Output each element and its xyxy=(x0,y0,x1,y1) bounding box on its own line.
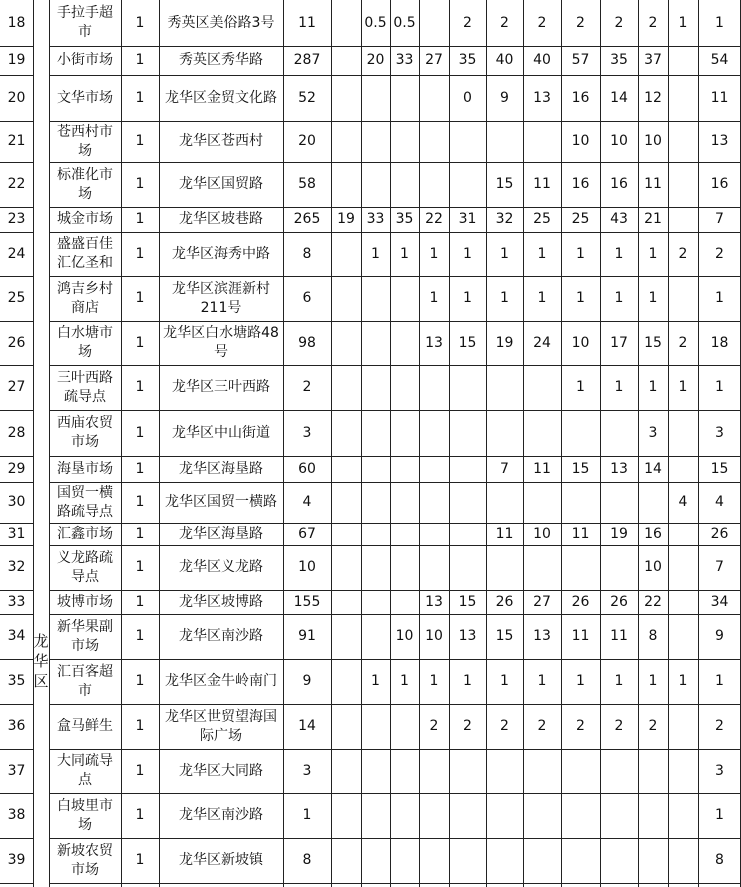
row-number: 21 xyxy=(7,133,26,149)
period-value: 1 xyxy=(576,673,585,689)
period-value: 15 xyxy=(571,460,590,477)
period-value: 13 xyxy=(533,89,551,106)
grid-line xyxy=(331,0,332,887)
period-value: 10 xyxy=(571,334,590,351)
grid-line xyxy=(0,523,34,524)
period-value: 2 xyxy=(648,718,658,734)
market-name: 新坡农贸市场 xyxy=(57,842,113,878)
period-value: 15 xyxy=(458,593,477,610)
row-number: 18 xyxy=(7,14,26,31)
period-value: 10 xyxy=(533,525,551,542)
period-value: 26 xyxy=(710,525,729,542)
row-number: 20 xyxy=(7,89,26,106)
period-value: 1 xyxy=(715,14,724,31)
period-value: 10 xyxy=(425,628,443,644)
market-address: 龙华区白水塘路48号 xyxy=(163,325,279,360)
market-address: 龙华区滨涯新村211号 xyxy=(172,280,270,316)
period-value: 2 xyxy=(614,718,624,734)
period-value: 35 xyxy=(458,52,477,68)
period-value: 7 xyxy=(715,211,724,227)
grid-line xyxy=(419,0,420,887)
grid-line xyxy=(0,75,34,76)
period-value: 1 xyxy=(648,245,658,262)
grid-line xyxy=(0,232,34,233)
market-name: 苍西村市场 xyxy=(57,123,113,159)
market-count: 1 xyxy=(135,460,145,477)
period-value: 11 xyxy=(533,460,551,477)
total-value: 91 xyxy=(298,628,316,644)
market-count: 1 xyxy=(135,628,145,644)
row-number: 25 xyxy=(7,290,26,306)
total-value: 98 xyxy=(298,334,316,351)
total-value: 155 xyxy=(293,593,321,610)
row-number: 39 xyxy=(7,852,26,868)
period-value: 1 xyxy=(537,290,547,306)
period-value: 13 xyxy=(458,628,477,644)
grid-line xyxy=(0,482,34,483)
market-count: 1 xyxy=(135,89,145,106)
period-value: 1 xyxy=(500,290,509,306)
market-address: 龙华区义龙路 xyxy=(179,559,263,575)
grid-line xyxy=(698,0,699,887)
period-value: 13 xyxy=(533,628,551,644)
period-value: 1 xyxy=(429,673,439,689)
period-value: 16 xyxy=(710,176,729,192)
period-value: 1 xyxy=(371,673,380,689)
market-name: 白水塘市场 xyxy=(57,325,113,360)
period-value: 15 xyxy=(710,460,729,477)
period-value: 2 xyxy=(678,245,688,262)
row-number: 37 xyxy=(7,762,26,779)
total-value: 52 xyxy=(298,89,316,106)
grid-line xyxy=(0,659,34,660)
market-address: 龙华区新坡镇 xyxy=(179,852,263,868)
grid-line xyxy=(159,0,160,887)
grid-line xyxy=(0,321,34,322)
total-value: 60 xyxy=(298,460,316,477)
market-address: 龙华区中山街道 xyxy=(172,424,270,441)
period-value: 19 xyxy=(495,334,514,351)
period-value: 1 xyxy=(678,14,688,31)
grid-line xyxy=(0,704,34,705)
period-value: 1 xyxy=(537,673,547,689)
market-count: 1 xyxy=(135,14,145,31)
total-value: 287 xyxy=(293,52,321,68)
grid-line xyxy=(0,793,34,794)
period-value: 34 xyxy=(710,593,729,610)
grid-line xyxy=(33,0,34,887)
row-number: 34 xyxy=(7,628,26,644)
market-name: 海垦市场 xyxy=(57,460,113,477)
period-value: 0.5 xyxy=(364,14,387,31)
period-value: 0.5 xyxy=(393,14,416,31)
market-name: 白坡里市场 xyxy=(57,797,113,833)
period-value: 15 xyxy=(644,334,662,351)
market-name: 新华果副市场 xyxy=(57,618,113,654)
period-value: 15 xyxy=(458,334,477,351)
period-value: 33 xyxy=(366,211,385,227)
row-number: 29 xyxy=(7,460,26,477)
period-value: 32 xyxy=(495,211,514,227)
grid-line xyxy=(0,46,34,47)
total-value: 2 xyxy=(302,379,312,395)
period-value: 1 xyxy=(678,673,688,689)
market-name: 手拉手超市 xyxy=(57,5,113,40)
period-value: 1 xyxy=(715,673,724,689)
market-name: 义龙路疏导点 xyxy=(57,549,113,585)
market-address: 龙华区坡博路 xyxy=(179,593,263,610)
market-address: 龙华区海垦路 xyxy=(179,460,263,477)
period-value: 1 xyxy=(576,245,585,262)
market-count: 1 xyxy=(135,176,145,192)
period-value: 16 xyxy=(571,176,590,192)
period-value: 15 xyxy=(495,176,514,192)
period-value: 16 xyxy=(644,525,662,542)
market-name: 盒马鲜生 xyxy=(57,718,113,734)
period-value: 1 xyxy=(500,245,509,262)
period-value: 31 xyxy=(458,211,477,227)
period-value: 11 xyxy=(571,628,590,644)
period-value: 26 xyxy=(571,593,590,610)
market-address: 龙华区苍西村 xyxy=(179,133,263,149)
period-value: 2 xyxy=(614,14,624,31)
row-number: 22 xyxy=(7,176,26,192)
period-value: 8 xyxy=(648,628,658,644)
market-count: 1 xyxy=(135,494,145,510)
period-value: 1 xyxy=(715,290,724,306)
period-value: 2 xyxy=(537,718,547,734)
period-value: 22 xyxy=(644,593,662,610)
market-count: 1 xyxy=(135,525,145,542)
row-number: 19 xyxy=(7,52,26,68)
market-count: 1 xyxy=(135,52,145,68)
total-value: 11 xyxy=(298,14,316,31)
grid-line xyxy=(561,0,562,887)
period-value: 57 xyxy=(571,52,590,68)
period-value: 10 xyxy=(395,628,414,644)
period-value: 43 xyxy=(610,211,628,227)
market-count: 1 xyxy=(135,133,145,149)
period-value: 1 xyxy=(648,290,658,306)
market-count: 1 xyxy=(135,559,145,575)
period-value: 2 xyxy=(576,14,585,31)
period-value: 19 xyxy=(337,211,355,227)
period-value: 16 xyxy=(571,89,590,106)
total-value: 8 xyxy=(302,852,312,868)
period-value: 35 xyxy=(610,52,628,68)
grid-line xyxy=(0,838,34,839)
market-name: 小街市场 xyxy=(57,52,113,68)
grid-line xyxy=(0,749,34,750)
grid-line xyxy=(449,0,450,887)
period-value: 2 xyxy=(715,718,724,734)
period-value: 25 xyxy=(533,211,551,227)
period-value: 33 xyxy=(395,52,414,68)
period-value: 11 xyxy=(533,176,551,192)
grid-line xyxy=(523,0,524,887)
market-count: 1 xyxy=(135,334,145,351)
total-value: 58 xyxy=(298,176,316,192)
period-value: 11 xyxy=(710,89,729,106)
market-count: 1 xyxy=(135,852,145,868)
market-count: 1 xyxy=(135,379,145,395)
period-value: 11 xyxy=(495,525,514,542)
total-value: 3 xyxy=(302,424,312,441)
row-number: 28 xyxy=(7,424,26,441)
period-value: 2 xyxy=(715,245,724,262)
total-value: 10 xyxy=(298,559,316,575)
period-value: 3 xyxy=(715,762,724,779)
market-address: 龙华区世贸望海国际广场 xyxy=(165,708,277,744)
market-name: 大同疏导点 xyxy=(57,753,113,788)
market-count: 1 xyxy=(135,211,145,227)
market-count: 1 xyxy=(135,245,145,262)
market-name: 三叶西路疏导点 xyxy=(57,369,113,405)
period-value: 40 xyxy=(495,52,514,68)
period-value: 1 xyxy=(648,379,658,395)
market-name: 国贸一横路疏导点 xyxy=(57,484,113,520)
row-number: 38 xyxy=(7,807,26,823)
market-name: 西庙农贸市场 xyxy=(57,415,113,450)
period-value: 26 xyxy=(495,593,514,610)
market-address: 龙华区坡巷路 xyxy=(179,211,263,227)
total-value: 3 xyxy=(302,762,312,779)
period-value: 13 xyxy=(610,460,628,477)
market-address: 龙华区海垦路 xyxy=(179,525,263,542)
period-value: 11 xyxy=(644,176,662,192)
period-value: 2 xyxy=(500,14,509,31)
grid-line xyxy=(361,0,362,887)
period-value: 1 xyxy=(429,290,439,306)
market-count: 1 xyxy=(135,424,145,441)
period-value: 25 xyxy=(571,211,590,227)
period-value: 35 xyxy=(395,211,414,227)
market-name: 文华市场 xyxy=(57,89,113,106)
grid-line xyxy=(0,614,34,615)
market-address: 龙华区金贸文化路 xyxy=(165,89,277,106)
market-address: 龙华区金牛岭南门 xyxy=(165,673,277,689)
row-number: 35 xyxy=(7,673,26,689)
market-address: 龙华区南沙路 xyxy=(179,628,263,644)
period-value: 11 xyxy=(610,628,628,644)
period-value: 10 xyxy=(644,133,662,149)
total-value: 20 xyxy=(298,133,316,149)
grid-line xyxy=(0,121,34,122)
market-name: 坡博市场 xyxy=(57,593,113,610)
period-value: 13 xyxy=(425,593,443,610)
period-value: 2 xyxy=(463,14,472,31)
period-value: 1 xyxy=(400,245,409,262)
grid-line xyxy=(0,883,34,884)
period-value: 1 xyxy=(678,379,688,395)
row-number: 23 xyxy=(7,211,26,227)
period-value: 1 xyxy=(463,673,472,689)
period-value: 2 xyxy=(463,718,472,734)
market-address: 龙华区南沙路 xyxy=(179,807,263,823)
grid-line xyxy=(121,0,122,887)
period-value: 19 xyxy=(610,525,628,542)
period-value: 2 xyxy=(537,14,547,31)
grid-line xyxy=(0,590,34,591)
grid-line xyxy=(283,0,284,887)
period-value: 16 xyxy=(610,176,628,192)
grid-line xyxy=(638,0,639,887)
period-value: 1 xyxy=(463,245,472,262)
market-name: 盛盛百佳汇亿圣和 xyxy=(57,236,113,271)
market-address: 龙华区三叶西路 xyxy=(172,379,270,395)
period-value: 9 xyxy=(500,89,509,106)
grid-line xyxy=(486,0,487,887)
district-label: 龙 华 区 xyxy=(33,632,49,690)
period-value: 10 xyxy=(644,559,662,575)
period-value: 2 xyxy=(429,718,439,734)
market-address: 龙华区国贸路 xyxy=(179,176,263,192)
market-name: 城金市场 xyxy=(57,211,113,227)
period-value: 7 xyxy=(500,460,509,477)
period-value: 0 xyxy=(463,89,472,106)
market-count: 1 xyxy=(135,807,145,823)
total-value: 14 xyxy=(298,718,316,734)
period-value: 1 xyxy=(429,245,439,262)
period-value: 1 xyxy=(614,673,624,689)
row-number: 32 xyxy=(7,559,26,575)
market-count: 1 xyxy=(135,593,145,610)
grid-line xyxy=(0,365,34,366)
period-value: 1 xyxy=(614,290,624,306)
period-value: 2 xyxy=(500,718,509,734)
total-value: 265 xyxy=(293,211,321,227)
market-address: 龙华区大同路 xyxy=(179,762,263,779)
period-value: 20 xyxy=(366,52,385,68)
total-value: 67 xyxy=(298,525,316,542)
market-count: 1 xyxy=(135,762,145,779)
period-value: 4 xyxy=(715,494,724,510)
period-value: 18 xyxy=(710,334,729,351)
period-value: 13 xyxy=(710,133,729,149)
period-value: 22 xyxy=(425,211,443,227)
row-number: 24 xyxy=(7,245,26,262)
period-value: 8 xyxy=(715,852,724,868)
period-value: 27 xyxy=(533,593,551,610)
total-value: 1 xyxy=(302,807,312,823)
market-name: 汇百客超市 xyxy=(57,663,113,699)
period-value: 1 xyxy=(463,290,472,306)
grid-line xyxy=(0,162,34,163)
period-value: 14 xyxy=(644,460,662,477)
total-value: 9 xyxy=(302,673,312,689)
period-value: 9 xyxy=(715,628,724,644)
period-value: 26 xyxy=(610,593,628,610)
period-value: 37 xyxy=(644,52,662,68)
grid-line xyxy=(0,207,34,208)
grid-line xyxy=(600,0,601,887)
period-value: 1 xyxy=(715,379,724,395)
market-name: 汇鑫市场 xyxy=(57,525,113,542)
period-value: 3 xyxy=(715,424,724,441)
grid-line xyxy=(0,545,34,546)
period-value: 2 xyxy=(576,718,585,734)
period-value: 14 xyxy=(610,89,628,106)
period-value: 7 xyxy=(715,559,724,575)
grid-line xyxy=(668,0,669,887)
grid-line xyxy=(49,0,50,887)
period-value: 10 xyxy=(571,133,590,149)
grid-line xyxy=(390,0,391,887)
period-value: 15 xyxy=(495,628,514,644)
period-value: 11 xyxy=(571,525,590,542)
period-value: 1 xyxy=(715,807,724,823)
row-number: 27 xyxy=(7,379,26,395)
period-value: 13 xyxy=(425,334,443,351)
period-value: 1 xyxy=(648,673,658,689)
row-number: 33 xyxy=(7,593,26,610)
market-count: 1 xyxy=(135,673,145,689)
period-value: 27 xyxy=(425,52,443,68)
period-value: 1 xyxy=(500,673,509,689)
period-value: 2 xyxy=(648,14,658,31)
period-value: 17 xyxy=(610,334,628,351)
row-number: 30 xyxy=(7,494,26,510)
market-address: 秀英区美俗路3号 xyxy=(167,14,275,31)
period-value: 24 xyxy=(533,334,551,351)
total-value: 8 xyxy=(302,245,312,262)
row-number: 26 xyxy=(7,334,26,351)
period-value: 12 xyxy=(644,89,662,106)
period-value: 1 xyxy=(614,245,624,262)
market-name: 鸿吉乡村商店 xyxy=(57,280,113,316)
market-address: 龙华区海秀中路 xyxy=(172,245,270,262)
period-value: 40 xyxy=(533,52,551,68)
period-value: 10 xyxy=(610,133,628,149)
period-value: 1 xyxy=(576,379,585,395)
period-value: 21 xyxy=(644,211,662,227)
period-value: 3 xyxy=(648,424,658,441)
period-value: 1 xyxy=(400,673,409,689)
period-value: 54 xyxy=(710,52,729,68)
period-value: 1 xyxy=(576,290,585,306)
grid-line xyxy=(0,410,34,411)
market-count: 1 xyxy=(135,290,145,306)
grid-line xyxy=(0,456,34,457)
period-value: 1 xyxy=(371,245,380,262)
market-address: 秀英区秀华路 xyxy=(179,52,263,68)
total-value: 4 xyxy=(302,494,312,510)
total-value: 6 xyxy=(302,290,312,306)
market-count: 1 xyxy=(135,718,145,734)
market-name: 标准化市场 xyxy=(57,166,113,202)
period-value: 1 xyxy=(537,245,547,262)
grid-line xyxy=(0,276,34,277)
market-address: 龙华区国贸一横路 xyxy=(165,494,277,510)
row-number: 31 xyxy=(7,525,26,542)
row-number: 36 xyxy=(7,718,26,734)
period-value: 2 xyxy=(678,334,688,351)
period-value: 4 xyxy=(678,494,688,510)
period-value: 1 xyxy=(614,379,624,395)
